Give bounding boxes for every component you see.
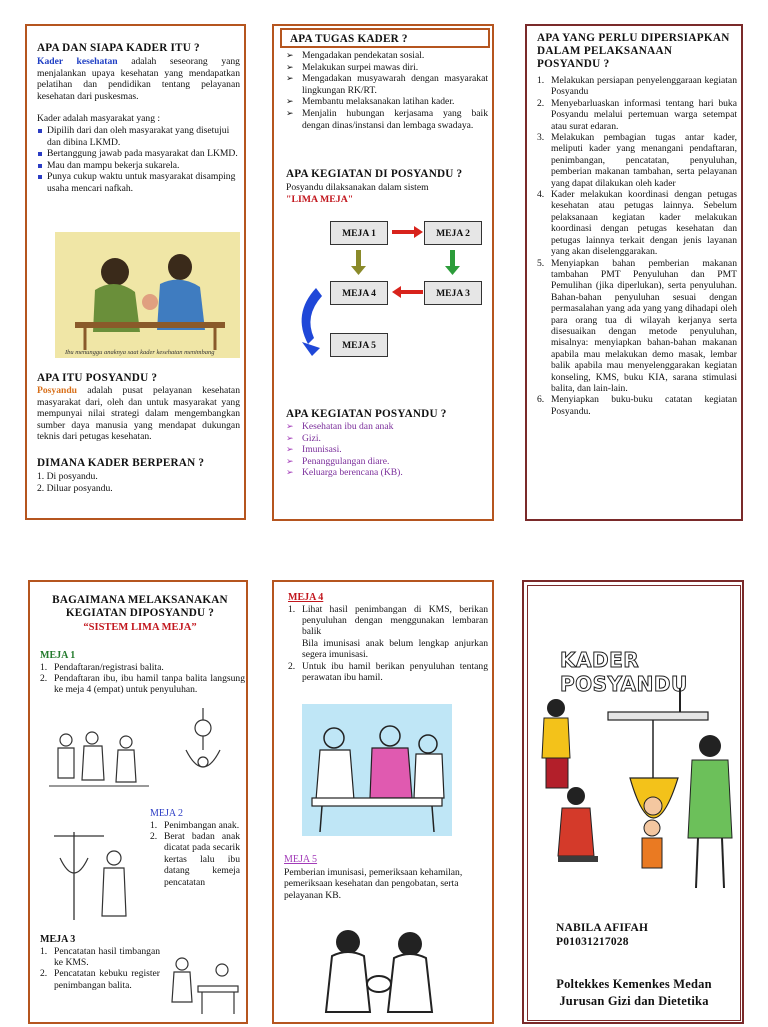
kegiatan-text: Posyandu dilaksanakan dalam sistem bbox=[286, 182, 429, 193]
kegiatan-posyandu-item: ➢ Keluarga berencana (KB). bbox=[286, 467, 488, 479]
panel-sistem-lima-meja bbox=[28, 580, 248, 1024]
kader-def-text: adalah seseorang yang menjalankan upaya kesehatan yang mendapatkan pelatihan dan pendidikan tentang pelayanan kesehatan dari puskesmas. bbox=[37, 56, 240, 102]
sistem-lima-meja-subheading: “SISTEM LIMA MEJA” bbox=[83, 622, 197, 633]
panel-persiapan-posyandu bbox=[525, 24, 743, 521]
persiapan-item: 2. Menyebarluaskan informasi tentang hari buka Posyandu melalui pertemuan warga setempat atau surat edaran. bbox=[537, 97, 737, 132]
kader-term: Kader kesehatan bbox=[37, 56, 118, 67]
meja-4-label: MEJA 4 bbox=[288, 592, 324, 603]
kegiatan-posyandu-item: ➢ Imunisasi. bbox=[286, 444, 488, 456]
pencatatan-illustration-image bbox=[164, 952, 244, 1018]
institution-name: Poltekkes Kemenkes Medan bbox=[556, 977, 712, 991]
meja-2-label: MEJA 2 bbox=[150, 808, 184, 819]
posyandu-definition bbox=[37, 385, 240, 443]
kader-point-item: Bertanggung jawab pada masyarakat dan LKMD. bbox=[37, 148, 240, 160]
meja-3-label: MEJA 3 bbox=[40, 934, 76, 945]
meja-4-item: 1. Lihat hasil penimbangan di KMS, berikan penyuluhan dengan menggunakan lembaran balik bbox=[288, 603, 488, 638]
tugas-item: ➢ Melakukan surpei mawas diri. bbox=[286, 62, 488, 74]
flow-arrows bbox=[274, 26, 496, 426]
meja-4-box: MEJA 4 bbox=[330, 281, 388, 305]
arrow-meja3-to-meja4-icon bbox=[392, 286, 423, 298]
meja-3-item: 2. Pencatatan kebuku register penimbangan balita. bbox=[40, 968, 160, 991]
kader-point-item: Punya cukup waktu untuk masyarakat disamping usaha mencari nafkah. bbox=[37, 171, 240, 194]
panel-apa-siapa-kader bbox=[25, 24, 246, 520]
heading-apa-siapa-kader: APA DAN SIAPA KADER ITU ? bbox=[37, 42, 200, 54]
arrow-meja2-down-icon bbox=[445, 250, 460, 275]
heading-apa-tugas-kader: APA TUGAS KADER ? bbox=[290, 33, 408, 45]
meja-4-list bbox=[288, 604, 488, 638]
imunisasi-drawing bbox=[314, 922, 444, 1022]
peran-item: 2. Diluar posyandu. bbox=[37, 482, 113, 494]
persiapan-item: 4. Kader melakukan koordinasi dengan petugas kesehatan atau petugas lainnya. Sebelum pelaksanaan kegiatan kader melakukan koordinasi dengan petugas kesehatan dan petugas lainnya terkait dengan jenis layanan yang akan diselenggarakan. bbox=[537, 189, 737, 258]
pendaftaran-illustration-image bbox=[44, 708, 154, 798]
kader-definition bbox=[37, 56, 240, 102]
penimbangan-illustration-image bbox=[44, 828, 140, 924]
penimbangan-drawing bbox=[44, 828, 140, 924]
meja-4-item: 2. Untuk ibu hamil berikan penyuluhan tentang perawatan ibu hamil. bbox=[288, 661, 488, 684]
tugas-item: ➢ Membantu melaksanakan latihan kader. bbox=[286, 96, 488, 108]
meja-1-list bbox=[40, 662, 245, 696]
kader-illustration-image bbox=[55, 232, 240, 358]
kader-points-list bbox=[37, 125, 240, 195]
kader-point-item: Mau dan mampu bekerja sukarela. bbox=[37, 160, 240, 172]
panel-meja-4-5 bbox=[272, 580, 494, 1024]
lima-meja-label: "LIMA MEJA" bbox=[286, 193, 354, 205]
cover-title: KADER POSYANDU bbox=[560, 648, 688, 696]
persiapan-item: 6. Menyiapkan buku-buku catatan kegiatan Posyandu. bbox=[537, 394, 737, 417]
timbangan-drawing bbox=[178, 706, 228, 788]
kegiatan-posyandu-item: ➢ Kesehatan ibu dan anak bbox=[286, 421, 488, 433]
penyuluhan-illustration-image bbox=[302, 704, 452, 836]
penyuluhan-drawing bbox=[302, 704, 452, 836]
author-name: NABILA AFIFAH bbox=[556, 922, 649, 934]
timbangan-illustration-image bbox=[178, 706, 228, 788]
kader-point-item: Dipilih dari dan oleh masyarakat yang disetujui dan dibina LKMD. bbox=[37, 125, 240, 148]
meja-3-list bbox=[40, 946, 160, 992]
meja-1-label: MEJA 1 bbox=[40, 650, 76, 661]
posyandu-def-text: adalah pusat pelayanan kesehatan masyarakat dari, oleh dan untuk masyarakat yang mempunyai nilai strategi dalam mengembangkan sumber daya manusia yang mendapat dukungan teknis dari petugas kesehatan. bbox=[37, 385, 240, 443]
heading-bagaimana-melaksanakan: BAGAIMANA MELAKSANAKAN KEGIATAN DIPOSYANDU ? bbox=[52, 594, 228, 619]
meja-1-item: 1. Pendaftaran/registrasi balita. bbox=[40, 661, 164, 673]
meja-2-list bbox=[150, 820, 240, 888]
heading-dimana-kader-berperan: DIMANA KADER BERPERAN ? bbox=[37, 456, 205, 469]
meja-1-item: 2. Pendaftaran ibu, ibu hamil tanpa balita langsung ke meja 4 (empat) untuk penyuluhan. bbox=[40, 673, 245, 696]
pendaftaran-drawing bbox=[44, 708, 154, 798]
kegiatan-posyandu-list bbox=[286, 421, 488, 479]
heading-persiapan-posyandu: APA YANG PERLU DIPERSIAPKAN DALAM PELAKSANAAN POSYANDU ? bbox=[537, 32, 730, 70]
persiapan-item: 3. Melakukan pembagian tugas antar kader, meliputi kader yang menangani pendaftaran, penimbangan, pencatatan, penyuluhan, pemberian makanan tambahan, serta pelayanan yang dapat dilakukan oleh kader bbox=[537, 132, 737, 189]
kegiatan-posyandu-item: ➢ Gizi. bbox=[286, 433, 488, 445]
cover-title-box bbox=[560, 648, 728, 696]
tugas-item: ➢ Mengadakan musyawarah dengan masyarakat lingkungan RK/RT. bbox=[286, 73, 488, 96]
peran-item: 1. Di posyandu. bbox=[37, 470, 98, 482]
arrow-meja4-to-meja5-icon bbox=[302, 288, 322, 356]
imunisasi-illustration-image bbox=[314, 922, 444, 1022]
panel-tugas-kegiatan bbox=[272, 24, 494, 521]
meja-1-box: MEJA 1 bbox=[330, 221, 388, 245]
meja-4-note: Bila imunisasi anak belum lengkap anjurkan segera imunisasi. bbox=[302, 637, 488, 661]
meja-5-label: MEJA 5 bbox=[284, 854, 318, 865]
meja-2-item: 2. Berat badan anak dicatat pada secarik kertas lalu ibu datang kemeja pencatatan bbox=[150, 831, 240, 888]
meja-5-text: Pemberian imunisasi, pemeriksaan kehamilan, pemeriksaan kesehatan dan pengobatan, serta pelayanan KB. bbox=[284, 866, 463, 901]
arrow-meja1-to-meja2-icon bbox=[392, 226, 423, 238]
meja-5-box: MEJA 5 bbox=[330, 333, 388, 357]
persiapan-list bbox=[537, 75, 737, 417]
persiapan-item: 5. Menyiapkan bahan pemberian makanan tambahan PMT Penyuluhan dan PMT Pemulihan (jika diperlukan), serta penyuluhan. Bahan-bahan penyuluhan sesuai dengan permasalahan yang ada yang yang dihadapi oleh para orang tua di wilayah kerjanya serta disesuaikan dengan metode penyuluhan, misalnya: menyiapkan bahan-bahan makanan apabila mau melakukan demo masak, lembar balik apabila mau menyelenggarakan kegiatan konseling, KMS, buku KIA, sarana stimulasi balita, dan lain-lain. bbox=[537, 257, 737, 394]
tugas-item: ➢ Menjalin hubungan kerjasama yang baik dengan dinas/instansi dan lembaga swadaya. bbox=[286, 108, 488, 131]
pencatatan-drawing bbox=[164, 952, 244, 1018]
posyandu-term: Posyandu bbox=[37, 385, 77, 396]
kader-intro: Kader adalah masyarakat yang : bbox=[37, 113, 161, 125]
meja-2-box: MEJA 2 bbox=[424, 221, 482, 245]
heading-apa-kegiatan-di-posyandu: APA KEGIATAN DI POSYANDU ? bbox=[286, 168, 463, 180]
meja-3-box: MEJA 3 bbox=[424, 281, 482, 305]
meja-2-item: 1. Penimbangan anak. bbox=[150, 819, 240, 831]
meja-4-list-2 bbox=[288, 661, 488, 684]
persiapan-item: 1. Melakukan persiapan penyelenggaraan kegiatan Posyandu bbox=[537, 75, 737, 98]
cover-illustration-image bbox=[538, 688, 734, 898]
heading-apa-itu-posyandu: APA ITU POSYANDU ? bbox=[37, 372, 158, 384]
arrow-meja1-down-icon bbox=[351, 250, 366, 275]
author-nim: P01031217028 bbox=[556, 936, 629, 948]
panel-cover bbox=[522, 580, 744, 1024]
kegiatan-posyandu-item: ➢ Penanggulangan diare. bbox=[286, 456, 488, 468]
kader-illustration-drawing bbox=[55, 232, 240, 358]
cover-drawing bbox=[538, 688, 734, 898]
illustration-caption: Ibu menunggu anaknya saat kader kesehatan menimbang bbox=[65, 349, 215, 356]
meja-3-item: 1. Pencatatan hasil timbangan ke KMS. bbox=[40, 945, 160, 968]
heading-apa-kegiatan-posyandu: APA KEGIATAN POSYANDU ? bbox=[286, 408, 447, 420]
tugas-item: ➢ Mengadakan pendekatan sosial. bbox=[286, 50, 488, 62]
department-name: Jurusan Gizi dan Dietetika bbox=[559, 994, 709, 1008]
